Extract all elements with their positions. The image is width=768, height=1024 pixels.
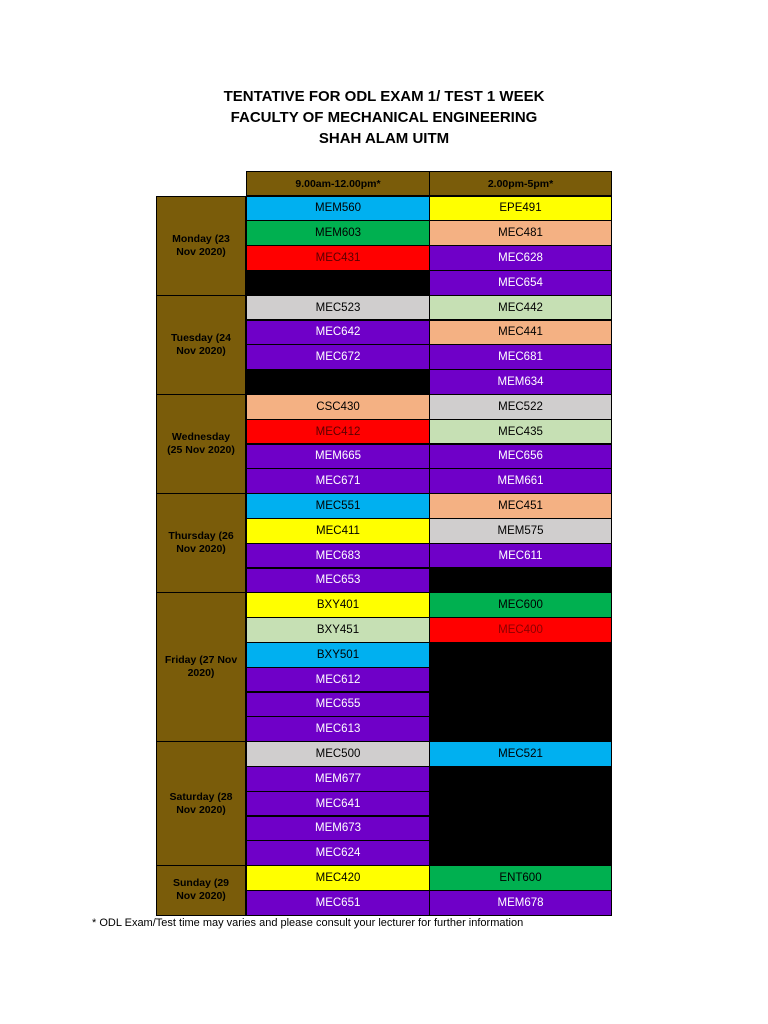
exam-slot-pm: MEM575	[429, 518, 612, 544]
exam-slot-pm: MEC435	[429, 419, 612, 445]
exam-slot-am: MEC653	[246, 568, 430, 594]
exam-slot-am: CSC430	[246, 394, 430, 420]
exam-slot-pm	[429, 692, 612, 718]
exam-slot-pm: MEC522	[429, 394, 612, 420]
exam-slot-am	[246, 369, 430, 395]
day-label: Wednesday (25 Nov 2020)	[156, 394, 246, 494]
exam-slot-pm: MEM661	[429, 468, 612, 494]
exam-slot-pm	[429, 568, 612, 594]
exam-slot-am: MEC412	[246, 419, 430, 445]
exam-slot-am: MEC624	[246, 840, 430, 866]
exam-slot-pm: MEC481	[429, 220, 612, 246]
exam-slot-am: MEC651	[246, 890, 430, 916]
title-line-3: SHAH ALAM UITM	[318, 130, 450, 147]
exam-slot-pm	[429, 642, 612, 668]
exam-slot-am: MEC642	[246, 320, 430, 346]
exam-slot-pm: MEC611	[429, 543, 612, 569]
column-header-morning: 9.00am-12.00pm*	[246, 171, 430, 196]
exam-slot-pm: MEC628	[429, 245, 612, 271]
day-label: Friday (27 Nov 2020)	[156, 592, 246, 742]
exam-slot-pm: ENT600	[429, 865, 612, 891]
exam-slot-pm: MEC521	[429, 741, 612, 767]
exam-slot-am: MEC411	[246, 518, 430, 544]
day-label: Monday (23 Nov 2020)	[156, 196, 246, 296]
exam-slot-am: MEC671	[246, 468, 430, 494]
exam-slot-pm: MEC656	[429, 444, 612, 470]
exam-slot-am: MEC500	[246, 741, 430, 767]
day-label: Sunday (29 Nov 2020)	[156, 865, 246, 916]
exam-slot-pm	[429, 766, 612, 792]
day-label: Saturday (28 Nov 2020)	[156, 741, 246, 866]
exam-slot-pm	[429, 791, 612, 817]
exam-slot-am: MEC551	[246, 493, 430, 519]
footnote: * ODL Exam/Test time may varies and please consult your lecturer for further information	[92, 917, 524, 929]
exam-slot-am: MEM673	[246, 816, 430, 842]
exam-slot-am	[246, 270, 430, 296]
exam-slot-pm: MEC600	[429, 592, 612, 618]
exam-slot-pm: MEC654	[429, 270, 612, 296]
exam-slot-am: MEM665	[246, 444, 430, 470]
day-label: Thursday (26 Nov 2020)	[156, 493, 246, 593]
exam-slot-am: MEM677	[246, 766, 430, 792]
exam-slot-am: MEC683	[246, 543, 430, 569]
exam-slot-pm: MEC442	[429, 295, 612, 321]
exam-slot-pm	[429, 667, 612, 693]
exam-slot-am: MEC612	[246, 667, 430, 693]
exam-slot-am: MEC655	[246, 692, 430, 718]
title-line-1: TENTATIVE FOR ODL EXAM 1/ TEST 1 WEEK	[223, 88, 545, 105]
exam-slot-am: MEM560	[246, 196, 430, 222]
exam-slot-am: MEC523	[246, 295, 430, 321]
exam-slot-pm: MEC681	[429, 344, 612, 370]
title-line-2: FACULTY OF MECHANICAL ENGINEERING	[230, 109, 538, 126]
column-header-afternoon: 2.00pm-5pm*	[429, 171, 612, 196]
exam-slot-pm	[429, 816, 612, 842]
exam-slot-am: BXY501	[246, 642, 430, 668]
exam-slot-pm: MEC400	[429, 617, 612, 643]
exam-slot-pm: MEC451	[429, 493, 612, 519]
exam-slot-am: MEC613	[246, 716, 430, 742]
exam-slot-am: MEC431	[246, 245, 430, 271]
exam-slot-am: BXY451	[246, 617, 430, 643]
exam-slot-am: MEC672	[246, 344, 430, 370]
exam-slot-am: BXY401	[246, 592, 430, 618]
exam-slot-am: MEM603	[246, 220, 430, 246]
exam-slot-pm	[429, 716, 612, 742]
exam-slot-pm: MEC441	[429, 320, 612, 346]
exam-slot-am: MEC420	[246, 865, 430, 891]
exam-slot-pm: EPE491	[429, 196, 612, 222]
exam-slot-pm: MEM678	[429, 890, 612, 916]
exam-slot-pm: MEM634	[429, 369, 612, 395]
day-label: Tuesday (24 Nov 2020)	[156, 295, 246, 395]
exam-slot-am: MEC641	[246, 791, 430, 817]
exam-slot-pm	[429, 840, 612, 866]
